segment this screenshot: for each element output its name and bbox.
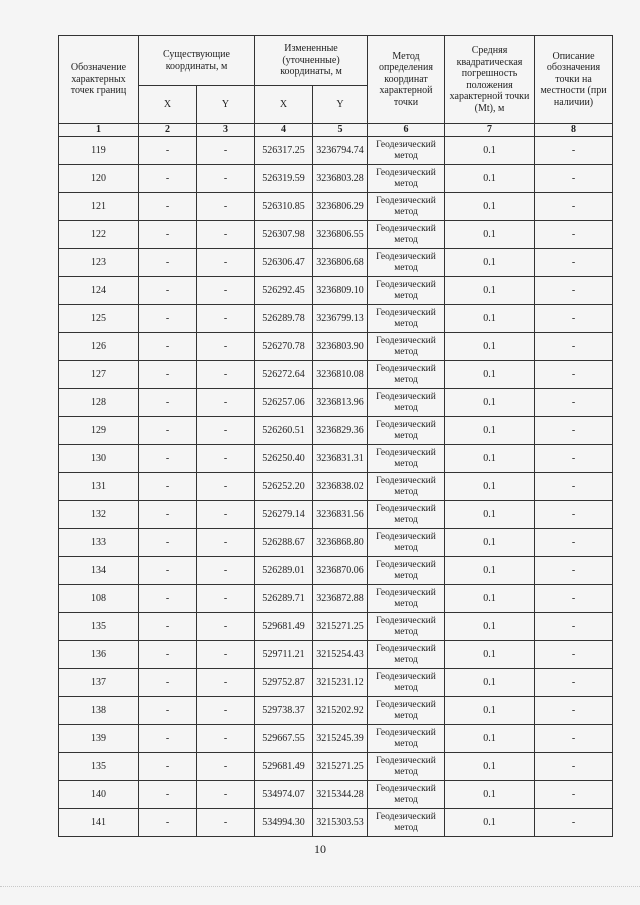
accuracy-cell: 0.1	[445, 529, 535, 557]
changed-y-cell: 3236794.74	[313, 137, 368, 165]
method-cell: Геодезический метод	[368, 277, 445, 305]
point-number-cell: 120	[59, 165, 139, 193]
point-number-cell: 130	[59, 445, 139, 473]
changed-x-cell: 526319.59	[255, 165, 313, 193]
existing-x-cell: -	[139, 137, 197, 165]
point-number-cell: 134	[59, 557, 139, 585]
changed-y-cell: 3236829.36	[313, 417, 368, 445]
existing-x-cell: -	[139, 305, 197, 333]
point-number-cell: 141	[59, 809, 139, 837]
changed-x-cell: 526260.51	[255, 417, 313, 445]
changed-y-cell: 3236803.28	[313, 165, 368, 193]
changed-y-cell: 3236870.06	[313, 557, 368, 585]
column-number: 4	[255, 124, 313, 137]
description-cell: -	[535, 641, 613, 669]
changed-y-cell: 3236806.29	[313, 193, 368, 221]
changed-x-cell: 526288.67	[255, 529, 313, 557]
header-description: Описание обозначения точки на местности (при наличии)	[535, 36, 613, 124]
description-cell: -	[535, 669, 613, 697]
accuracy-cell: 0.1	[445, 389, 535, 417]
description-cell: -	[535, 137, 613, 165]
column-number: 7	[445, 124, 535, 137]
description-cell: -	[535, 193, 613, 221]
accuracy-cell: 0.1	[445, 137, 535, 165]
method-cell: Геодезический метод	[368, 753, 445, 781]
point-number-cell: 125	[59, 305, 139, 333]
existing-x-cell: -	[139, 669, 197, 697]
description-cell: -	[535, 361, 613, 389]
table-row	[59, 501, 613, 529]
description-cell: -	[535, 473, 613, 501]
changed-y-cell: 3236799.13	[313, 305, 368, 333]
table-row	[59, 221, 613, 249]
existing-y-cell: -	[197, 193, 255, 221]
header-changed-coordinates: Измененные (уточненные) координаты, м	[255, 36, 368, 86]
existing-x-cell: -	[139, 809, 197, 837]
existing-y-cell: -	[197, 669, 255, 697]
method-cell: Геодезический метод	[368, 501, 445, 529]
accuracy-cell: 0.1	[445, 697, 535, 725]
existing-x-cell: -	[139, 389, 197, 417]
existing-y-cell: -	[197, 501, 255, 529]
point-number-cell: 135	[59, 753, 139, 781]
description-cell: -	[535, 221, 613, 249]
existing-x-cell: -	[139, 501, 197, 529]
changed-x-cell: 526289.78	[255, 305, 313, 333]
point-number-cell: 140	[59, 781, 139, 809]
column-number-row	[59, 124, 613, 137]
accuracy-cell: 0.1	[445, 221, 535, 249]
existing-y-cell: -	[197, 445, 255, 473]
table-row	[59, 697, 613, 725]
point-number-cell: 132	[59, 501, 139, 529]
table-row	[59, 389, 613, 417]
accuracy-cell: 0.1	[445, 585, 535, 613]
header-existing-coordinates: Существующие координаты, м	[139, 36, 255, 86]
description-cell: -	[535, 333, 613, 361]
changed-x-cell: 526257.06	[255, 389, 313, 417]
existing-y-cell: -	[197, 361, 255, 389]
existing-x-cell: -	[139, 193, 197, 221]
changed-x-cell: 526317.25	[255, 137, 313, 165]
changed-y-cell: 3236831.31	[313, 445, 368, 473]
accuracy-cell: 0.1	[445, 781, 535, 809]
description-cell: -	[535, 417, 613, 445]
table-row	[59, 725, 613, 753]
coordinates-table	[58, 35, 613, 837]
existing-y-cell: -	[197, 613, 255, 641]
changed-y-cell: 3236809.10	[313, 277, 368, 305]
accuracy-cell: 0.1	[445, 613, 535, 641]
existing-x-cell: -	[139, 165, 197, 193]
table-row	[59, 669, 613, 697]
description-cell: -	[535, 697, 613, 725]
accuracy-cell: 0.1	[445, 305, 535, 333]
existing-x-cell: -	[139, 753, 197, 781]
changed-y-cell: 3215245.39	[313, 725, 368, 753]
changed-y-cell: 3236806.68	[313, 249, 368, 277]
existing-y-cell: -	[197, 137, 255, 165]
method-cell: Геодезический метод	[368, 389, 445, 417]
accuracy-cell: 0.1	[445, 249, 535, 277]
point-number-cell: 119	[59, 137, 139, 165]
point-number-cell: 137	[59, 669, 139, 697]
method-cell: Геодезический метод	[368, 221, 445, 249]
table-row	[59, 333, 613, 361]
changed-x-cell: 526306.47	[255, 249, 313, 277]
point-number-cell: 121	[59, 193, 139, 221]
existing-y-cell: -	[197, 165, 255, 193]
existing-x-cell: -	[139, 417, 197, 445]
point-number-cell: 138	[59, 697, 139, 725]
changed-y-cell: 3236831.56	[313, 501, 368, 529]
point-number-cell: 124	[59, 277, 139, 305]
table-row	[59, 641, 613, 669]
accuracy-cell: 0.1	[445, 445, 535, 473]
changed-y-cell: 3236872.88	[313, 585, 368, 613]
method-cell: Геодезический метод	[368, 417, 445, 445]
changed-x-cell: 529711.21	[255, 641, 313, 669]
description-cell: -	[535, 501, 613, 529]
column-number: 6	[368, 124, 445, 137]
existing-y-cell: -	[197, 221, 255, 249]
description-cell: -	[535, 305, 613, 333]
changed-x-cell: 529738.37	[255, 697, 313, 725]
existing-y-cell: -	[197, 333, 255, 361]
accuracy-cell: 0.1	[445, 557, 535, 585]
changed-x-cell: 526289.01	[255, 557, 313, 585]
existing-x-cell: -	[139, 781, 197, 809]
changed-y-cell: 3215344.28	[313, 781, 368, 809]
changed-y-cell: 3215231.12	[313, 669, 368, 697]
method-cell: Геодезический метод	[368, 361, 445, 389]
changed-y-cell: 3236803.90	[313, 333, 368, 361]
point-number-cell: 131	[59, 473, 139, 501]
changed-x-cell: 526310.85	[255, 193, 313, 221]
column-number: 2	[139, 124, 197, 137]
changed-x-cell: 526292.45	[255, 277, 313, 305]
table-row	[59, 753, 613, 781]
page-number: 10	[314, 842, 326, 856]
method-cell: Геодезический метод	[368, 557, 445, 585]
method-cell: Геодезический метод	[368, 613, 445, 641]
existing-x-cell: -	[139, 277, 197, 305]
changed-x-cell: 529667.55	[255, 725, 313, 753]
existing-y-cell: -	[197, 725, 255, 753]
table-row	[59, 445, 613, 473]
description-cell: -	[535, 585, 613, 613]
point-number-cell: 127	[59, 361, 139, 389]
changed-x-cell: 529752.87	[255, 669, 313, 697]
changed-y-cell: 3215271.25	[313, 613, 368, 641]
method-cell: Геодезический метод	[368, 249, 445, 277]
existing-x-cell: -	[139, 641, 197, 669]
description-cell: -	[535, 445, 613, 473]
changed-x-cell: 526272.64	[255, 361, 313, 389]
table-row	[59, 165, 613, 193]
column-number: 8	[535, 124, 613, 137]
changed-x-cell: 529681.49	[255, 613, 313, 641]
column-number: 5	[313, 124, 368, 137]
header-changed-x: X	[255, 86, 313, 124]
changed-x-cell: 526270.78	[255, 333, 313, 361]
changed-y-cell: 3215303.53	[313, 809, 368, 837]
method-cell: Геодезический метод	[368, 781, 445, 809]
method-cell: Геодезический метод	[368, 585, 445, 613]
column-number: 1	[59, 124, 139, 137]
table-row	[59, 305, 613, 333]
existing-x-cell: -	[139, 221, 197, 249]
point-number-cell: 122	[59, 221, 139, 249]
column-number: 3	[197, 124, 255, 137]
changed-x-cell: 526250.40	[255, 445, 313, 473]
point-number-cell: 128	[59, 389, 139, 417]
existing-x-cell: -	[139, 613, 197, 641]
changed-y-cell: 3215202.92	[313, 697, 368, 725]
description-cell: -	[535, 165, 613, 193]
point-number-cell: 129	[59, 417, 139, 445]
existing-x-cell: -	[139, 585, 197, 613]
accuracy-cell: 0.1	[445, 473, 535, 501]
changed-x-cell: 526289.71	[255, 585, 313, 613]
changed-x-cell: 529681.49	[255, 753, 313, 781]
table-row	[59, 585, 613, 613]
accuracy-cell: 0.1	[445, 809, 535, 837]
existing-y-cell: -	[197, 277, 255, 305]
changed-y-cell: 3236868.80	[313, 529, 368, 557]
existing-x-cell: -	[139, 333, 197, 361]
point-number-cell: 133	[59, 529, 139, 557]
accuracy-cell: 0.1	[445, 333, 535, 361]
existing-x-cell: -	[139, 725, 197, 753]
description-cell: -	[535, 781, 613, 809]
method-cell: Геодезический метод	[368, 333, 445, 361]
existing-x-cell: -	[139, 473, 197, 501]
changed-x-cell: 526279.14	[255, 501, 313, 529]
existing-y-cell: -	[197, 557, 255, 585]
description-cell: -	[535, 725, 613, 753]
description-cell: -	[535, 249, 613, 277]
description-cell: -	[535, 389, 613, 417]
changed-x-cell: 526252.20	[255, 473, 313, 501]
existing-y-cell: -	[197, 641, 255, 669]
existing-x-cell: -	[139, 445, 197, 473]
accuracy-cell: 0.1	[445, 753, 535, 781]
point-number-cell: 139	[59, 725, 139, 753]
table-row	[59, 417, 613, 445]
accuracy-cell: 0.1	[445, 417, 535, 445]
description-cell: -	[535, 613, 613, 641]
changed-y-cell: 3236806.55	[313, 221, 368, 249]
point-number-cell: 136	[59, 641, 139, 669]
table-row	[59, 249, 613, 277]
changed-y-cell: 3236838.02	[313, 473, 368, 501]
header-existing-x: X	[139, 86, 197, 124]
accuracy-cell: 0.1	[445, 165, 535, 193]
description-cell: -	[535, 529, 613, 557]
existing-y-cell: -	[197, 809, 255, 837]
method-cell: Геодезический метод	[368, 529, 445, 557]
method-cell: Геодезический метод	[368, 697, 445, 725]
existing-y-cell: -	[197, 305, 255, 333]
existing-y-cell: -	[197, 697, 255, 725]
existing-x-cell: -	[139, 249, 197, 277]
description-cell: -	[535, 277, 613, 305]
existing-x-cell: -	[139, 361, 197, 389]
existing-y-cell: -	[197, 389, 255, 417]
table-row	[59, 473, 613, 501]
header-changed-y: Y	[313, 86, 368, 124]
table-row	[59, 137, 613, 165]
accuracy-cell: 0.1	[445, 193, 535, 221]
description-cell: -	[535, 557, 613, 585]
changed-x-cell: 526307.98	[255, 221, 313, 249]
point-number-cell: 135	[59, 613, 139, 641]
accuracy-cell: 0.1	[445, 501, 535, 529]
method-cell: Геодезический метод	[368, 137, 445, 165]
method-cell: Геодезический метод	[368, 305, 445, 333]
header-method: Метод определения координат характерной точки	[368, 36, 445, 124]
table-row	[59, 529, 613, 557]
header-point-designation: Обозначение характерных точек границ	[59, 36, 139, 124]
existing-y-cell: -	[197, 473, 255, 501]
changed-y-cell: 3215271.25	[313, 753, 368, 781]
changed-x-cell: 534994.30	[255, 809, 313, 837]
changed-x-cell: 534974.07	[255, 781, 313, 809]
existing-y-cell: -	[197, 417, 255, 445]
existing-y-cell: -	[197, 753, 255, 781]
accuracy-cell: 0.1	[445, 641, 535, 669]
table-row	[59, 277, 613, 305]
existing-y-cell: -	[197, 585, 255, 613]
table-body	[59, 124, 613, 837]
method-cell: Геодезический метод	[368, 641, 445, 669]
method-cell: Геодезический метод	[368, 809, 445, 837]
description-cell: -	[535, 753, 613, 781]
changed-y-cell: 3215254.43	[313, 641, 368, 669]
existing-x-cell: -	[139, 529, 197, 557]
point-number-cell: 126	[59, 333, 139, 361]
description-cell: -	[535, 809, 613, 837]
method-cell: Геодезический метод	[368, 669, 445, 697]
method-cell: Геодезический метод	[368, 445, 445, 473]
footer-divider	[0, 886, 640, 888]
accuracy-cell: 0.1	[445, 361, 535, 389]
table-row	[59, 613, 613, 641]
header-existing-y: Y	[197, 86, 255, 124]
method-cell: Геодезический метод	[368, 725, 445, 753]
existing-x-cell: -	[139, 697, 197, 725]
changed-y-cell: 3236813.96	[313, 389, 368, 417]
header-accuracy: Средняя квадратическая погрешность положения характерной точки (Mt), м	[445, 36, 535, 124]
method-cell: Геодезический метод	[368, 193, 445, 221]
point-number-cell: 108	[59, 585, 139, 613]
table-row	[59, 809, 613, 837]
accuracy-cell: 0.1	[445, 277, 535, 305]
existing-y-cell: -	[197, 781, 255, 809]
existing-y-cell: -	[197, 529, 255, 557]
accuracy-cell: 0.1	[445, 725, 535, 753]
table-row	[59, 557, 613, 585]
existing-x-cell: -	[139, 557, 197, 585]
method-cell: Геодезический метод	[368, 165, 445, 193]
changed-y-cell: 3236810.08	[313, 361, 368, 389]
existing-y-cell: -	[197, 249, 255, 277]
point-number-cell: 123	[59, 249, 139, 277]
method-cell: Геодезический метод	[368, 473, 445, 501]
table-row	[59, 781, 613, 809]
table-row	[59, 193, 613, 221]
accuracy-cell: 0.1	[445, 669, 535, 697]
table-row	[59, 361, 613, 389]
